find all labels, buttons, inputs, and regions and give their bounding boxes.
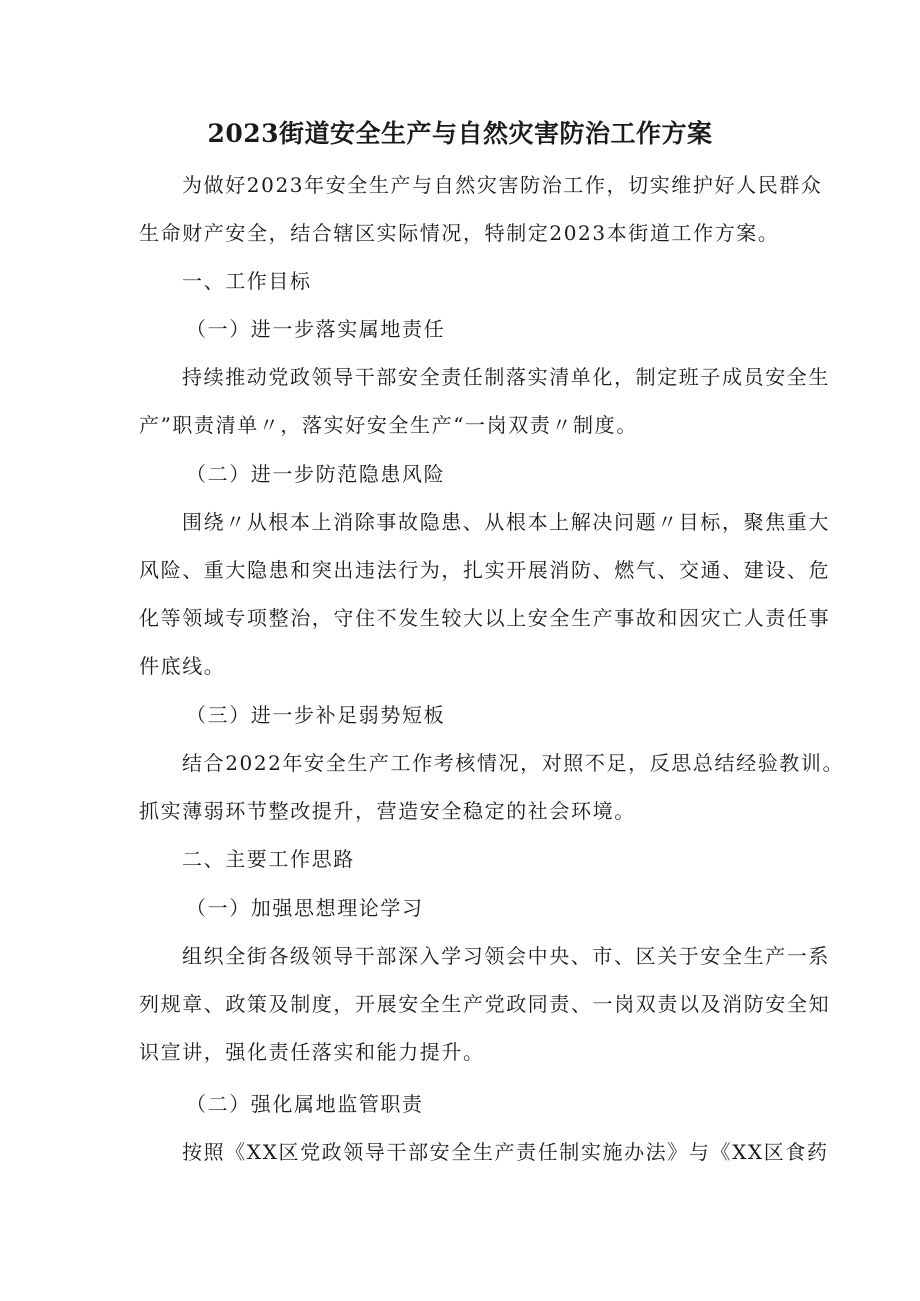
paragraph-line: 识宣讲，强化责任落实和能力提升。: [139, 1040, 485, 1064]
subsection-heading: （一）加强思想理论学习: [186, 896, 424, 920]
section-heading: 二、主要工作思路: [182, 847, 355, 871]
paragraph-line: 结合2022年安全生产工作考核情况，对照不足，反思总结经验教训。: [182, 751, 845, 775]
paragraph-line: 生命财产安全，结合辖区实际情况，特制定2023本街道工作方案。: [139, 221, 780, 245]
paragraph-line: 组织全街各级领导干部深入学习领会中央、市、区关于安全生产一系: [182, 944, 830, 968]
paragraph-line: 为做好2023年安全生产与自然灾害防治工作，切实维护好人民群众: [182, 173, 823, 197]
document-title: 2023街道安全生产与自然灾害防治工作方案: [207, 119, 713, 148]
paragraph-line: 产”职责清单〃，落实好安全生产“一岗双责〃制度。: [139, 413, 638, 437]
paragraph-line: 抓实薄弱环节整改提升，营造安全稳定的社会环境。: [139, 799, 636, 823]
subsection-heading: （三）进一步补足弱势短板: [186, 703, 446, 727]
subsection-heading: （二）进一步防范隐患风险: [186, 462, 446, 486]
paragraph-line: 围绕〃从根本上消除事故隐患、从根本上解决问题〃目标，聚焦重大: [182, 510, 830, 534]
paragraph-line: 按照《XX区党政领导干部安全生产责任制实施办法》与《XX区食药: [182, 1140, 829, 1164]
paragraph-line: 化等领域专项整治，守住不发生较大以上安全生产事故和因灾亡人责任事: [139, 606, 831, 630]
subsection-heading: （二）强化属地监管职责: [186, 1092, 424, 1116]
section-heading: 一、工作目标: [182, 269, 312, 293]
paragraph-line: 持续推动党政领导干部安全责任制落实清单化，制定班子成员安全生: [182, 365, 830, 389]
paragraph-line: 列规章、政策及制度，开展安全生产党政同责、一岗双责以及消防安全知: [139, 992, 831, 1016]
paragraph-line: 件底线。: [139, 654, 226, 678]
paragraph-line: 风险、重大隐患和突出违法行为，扎实开展消防、燃气、交通、建设、危: [139, 558, 831, 582]
subsection-heading: （一）进一步落实属地责任: [186, 317, 446, 341]
